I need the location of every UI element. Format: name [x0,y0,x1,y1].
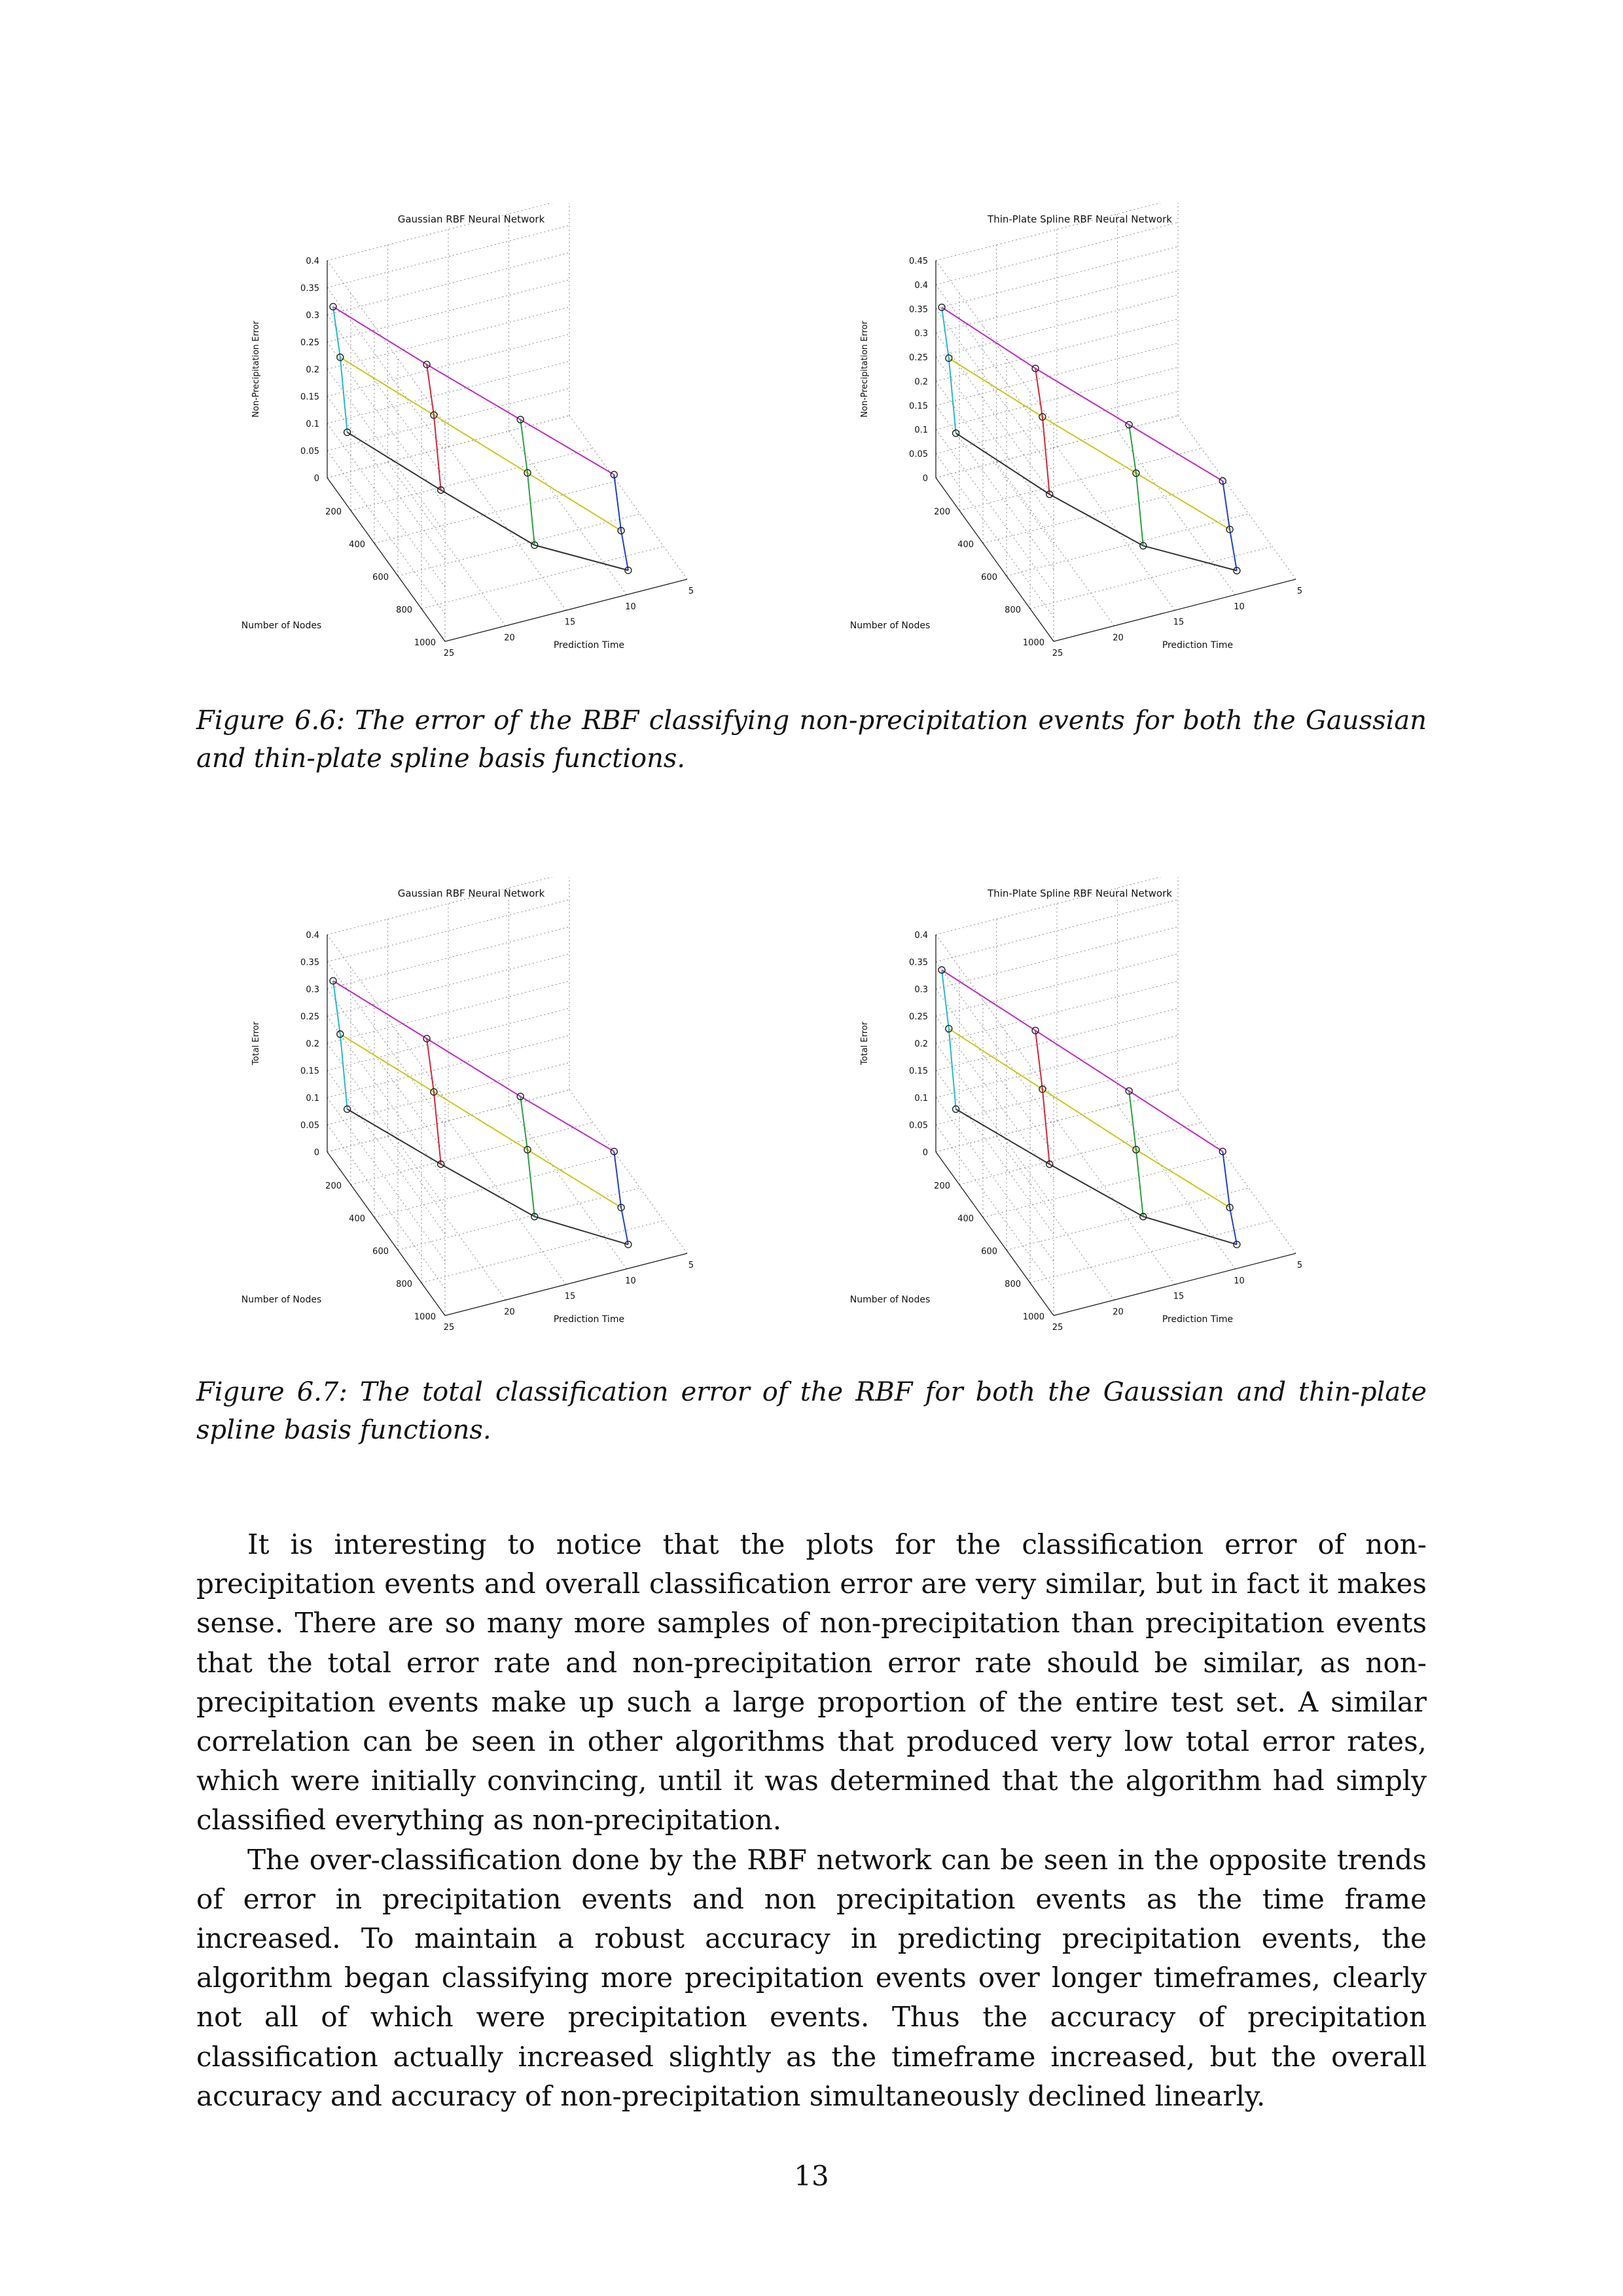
y-axis [327,478,445,641]
gridline [936,357,1054,521]
gridline [936,429,1054,593]
body-text [196,1525,1427,2116]
series-line [427,365,441,490]
series-line [427,1039,441,1164]
gridline [327,1063,569,1125]
gridline [997,462,1115,626]
chart-title: Gaussian RBF Neural Network [397,213,545,225]
x-axis [1054,579,1296,641]
x-tick-label: 10 [1234,1276,1245,1286]
y-tick-label: 600 [981,1247,997,1257]
x-axis-label: Prediction Time [1162,1314,1234,1325]
gridline [936,935,1054,1098]
series-line [333,307,348,433]
gridline [1178,1090,1296,1253]
series-line [333,981,348,1109]
z-tick-label: 0.4 [914,280,928,291]
chart-title: Gaussian RBF Neural Network [397,888,545,899]
z-axis-label: Total Error [251,1021,261,1066]
z-axis-label: Non-Precipitation Error [251,321,261,418]
y-tick-label: 200 [934,1181,950,1191]
gridline [509,1105,627,1269]
z-tick-label: 0 [313,474,319,484]
figure-6-6-thin-plate-plot [831,203,1486,700]
z-tick-label: 0 [922,474,928,484]
x-tick-label: 5 [688,586,694,596]
y-axis [327,1152,445,1316]
y-tick-label: 600 [372,573,389,583]
gridline [327,935,445,1098]
x-tick-label: 20 [504,633,515,643]
paragraph: It is interesting to notice that the plots for the classification error of non-precipitation events and overall classification error are very similar, but in fact it makes sense. There are so many more samples of non-precipitation than precipitation events that the total error rate and non-precipitation error rate should be similar, as non-precipitation events make up such a large proportion of the entire test set. A similar correlation can be seen in other algorithms that produced very low total error rates, which were initially convincing, until it was determined that the algorithm had simply classified everything as non-precipitation. [196,1528,1427,1837]
z-axis-label: Non-Precipitation Error [860,321,870,418]
chart-svg [831,877,1486,1374]
z-tick-label: 0.35 [300,283,319,294]
y-tick-label: 200 [325,507,342,517]
z-tick-label: 0.05 [300,446,319,457]
series-line [614,1151,628,1244]
y-tick-label: 1000 [1022,638,1044,648]
y-tick-label: 400 [957,540,974,550]
y-tick-label: 200 [325,1181,342,1191]
gridline [448,1121,566,1285]
z-tick-label: 0.3 [914,985,928,995]
z-tick-label: 0.2 [914,1039,928,1049]
series-line [1129,1091,1143,1217]
chart-svg [223,203,877,700]
z-tick-label: 0.2 [914,377,928,387]
z-tick-label: 0.05 [909,450,928,460]
figure-6-6-gaussian-plot [223,203,877,700]
figure-caption-text: The total classification error of the RBF for both the Gaussian and thin-plate spline basis functions. [196,1377,1427,1445]
x-tick-label: 20 [1113,1307,1124,1318]
x-tick-label: 5 [688,1261,694,1270]
gridline [327,900,569,962]
page-number: 13 [794,2160,829,2192]
series-line [942,308,956,433]
gridline [327,877,569,935]
figure-6-7-gaussian-plot [223,877,877,1374]
gridline [327,397,445,560]
gridline [569,1090,687,1253]
gridline [936,1098,1054,1261]
x-tick-label: 15 [564,1291,576,1302]
series-line [1035,368,1050,494]
gridline [1057,1121,1175,1285]
x-tick-label: 10 [625,601,636,612]
z-tick-label: 0.15 [300,392,319,403]
y-axis-label: Number of Nodes [241,620,322,631]
z-tick-label: 0.4 [306,931,319,941]
x-tick-label: 10 [1234,601,1245,612]
gridline [388,1136,506,1300]
z-tick-label: 0.25 [300,1012,319,1022]
x-tick-label: 20 [504,1307,515,1318]
y-tick-label: 400 [349,540,365,550]
gridline [936,454,1054,617]
y-tick-label: 600 [981,573,997,583]
gridline [1178,416,1296,579]
y-tick-label: 400 [349,1214,365,1224]
z-tick-label: 0.1 [306,1094,319,1103]
chart-svg [831,203,1486,700]
z-tick-label: 0 [313,1148,319,1158]
z-tick-label: 0.1 [306,420,319,429]
z-tick-label: 0.3 [306,311,319,321]
series-line [340,357,621,531]
x-tick-label: 5 [1296,1261,1303,1270]
x-tick-label: 10 [625,1276,636,1286]
gridline [936,877,1178,935]
z-tick-label: 0 [922,1148,928,1158]
gridline [936,900,1178,962]
z-tick-label: 0.25 [909,1012,928,1022]
figure-label: Figure 6.6: [196,706,346,736]
x-tick-label: 15 [1173,1291,1185,1302]
gridline [327,260,445,424]
y-tick-label: 200 [934,507,950,517]
x-tick-label: 25 [443,1323,455,1333]
series-line [520,1096,535,1217]
z-tick-label: 0.35 [909,958,928,968]
gridline [936,1125,1054,1289]
z-tick-label: 0.05 [300,1121,319,1131]
gridline [997,1136,1115,1300]
series-line [942,308,1222,481]
z-tick-label: 0.3 [306,985,319,995]
gridline [327,451,445,615]
z-tick-label: 0.15 [909,1066,928,1077]
z-tick-label: 0.25 [909,353,928,363]
z-axis-label: Total Error [860,1021,870,1066]
gridline [936,1043,1054,1207]
figure-6-7-caption [196,1373,1427,1449]
y-tick-label: 1000 [1022,1312,1044,1322]
y-axis-label: Number of Nodes [849,1295,931,1305]
series-line [949,358,1230,529]
x-axis [1054,1253,1296,1316]
x-tick-label: 5 [1296,586,1303,596]
gridline [1057,447,1175,611]
gridline [327,389,569,451]
z-tick-label: 0.45 [909,257,928,266]
gridline [327,423,445,587]
x-axis [445,579,687,641]
gridline [936,343,1178,405]
y-tick-label: 800 [396,605,412,615]
gridline [936,1071,1054,1234]
gridline [936,989,1054,1153]
y-tick-label: 1000 [414,1312,436,1322]
gridline [936,405,1054,569]
y-tick-label: 1000 [414,638,436,648]
series-line [949,1029,1230,1208]
gridline [374,481,616,543]
gridline [1007,514,1249,576]
series-line [614,475,628,570]
z-tick-label: 0.35 [909,304,928,315]
x-tick-label: 25 [1052,649,1063,658]
gridline [327,226,569,288]
chart-svg [223,877,877,1374]
gridline [327,1071,445,1234]
z-tick-label: 0.3 [914,329,928,339]
z-tick-label: 0.1 [914,1094,928,1103]
gridline [509,431,627,595]
z-tick-label: 0.05 [909,1121,928,1131]
y-tick-label: 800 [1005,605,1021,615]
z-tick-label: 0.4 [914,931,928,941]
gridline [936,271,1178,333]
figure-6-7-thin-plate-plot [831,877,1486,1374]
x-axis [445,1253,687,1316]
gridline [983,1155,1225,1217]
z-tick-label: 0.2 [306,1039,319,1049]
z-tick-label: 0.1 [914,425,928,436]
series-line [520,420,535,545]
gridline [388,462,506,626]
series-line [1129,425,1143,546]
z-tick-label: 0.4 [306,257,319,266]
x-tick-label: 15 [1173,617,1185,628]
series-line [942,970,1222,1151]
x-axis-label: Prediction Time [1162,640,1234,651]
x-axis-label: Prediction Time [553,1314,625,1325]
x-tick-label: 15 [564,617,576,628]
figure-label: Figure 6.7: [196,1377,348,1407]
gridline [327,369,445,533]
gridline [327,1098,445,1261]
y-tick-label: 600 [372,1247,389,1257]
gridline [936,285,1054,448]
z-tick-label: 0.25 [300,338,319,348]
y-axis [936,1152,1054,1316]
z-tick-label: 0.15 [909,401,928,412]
x-tick-label: 25 [443,649,455,658]
gridline [327,203,569,260]
figure-6-6-caption [196,702,1427,778]
gridline [936,1063,1178,1125]
paragraph: The over-classification done by the RBF network can be seen in the opposite trends of error in precipitation events and non precipitation events as the time frame increased. To maintain a robust accuracy in predicting precipitation events, the algorithm began classifying more precipitation events over longer timeframes, clearly not all of which were precipitation events. Thus the accuracy of precipitation classification actually increased slightly as the timeframe increased, but the overall accuracy and accuracy of non-precipitation simultaneously declined linearly. [196,1843,1427,2112]
gridline [1118,431,1236,595]
gridline [327,1125,445,1289]
y-axis [936,478,1054,641]
y-axis-label: Number of Nodes [241,1295,322,1305]
x-axis-label: Prediction Time [553,640,625,651]
x-tick-label: 25 [1052,1323,1063,1333]
gridline [1118,1105,1236,1269]
gridline [936,962,1054,1126]
x-tick-label: 20 [1113,633,1124,643]
z-tick-label: 0.15 [300,1066,319,1077]
gridline [374,1155,616,1217]
gridline [983,481,1225,543]
gridline [936,309,1054,473]
y-axis-label: Number of Nodes [849,620,931,631]
y-tick-label: 800 [396,1280,412,1289]
series-line [340,1034,621,1208]
series-line [1222,1151,1237,1244]
gridline [569,416,687,579]
chart-title: Thin-Plate Spline RBF Neural Network [988,213,1172,225]
y-tick-label: 800 [1005,1280,1021,1289]
figure-caption-text: The error of the RBF classifying non-precipitation events for both the Gaussian and thin-plate spline basis functions. [196,706,1427,774]
gridline [327,1043,445,1207]
series-line [942,970,956,1109]
chart-title: Thin-Plate Spline RBF Neural Network [988,888,1172,899]
y-tick-label: 400 [957,1214,974,1224]
z-tick-label: 0.35 [300,958,319,968]
z-tick-label: 0.2 [306,365,319,375]
gridline [398,514,640,576]
